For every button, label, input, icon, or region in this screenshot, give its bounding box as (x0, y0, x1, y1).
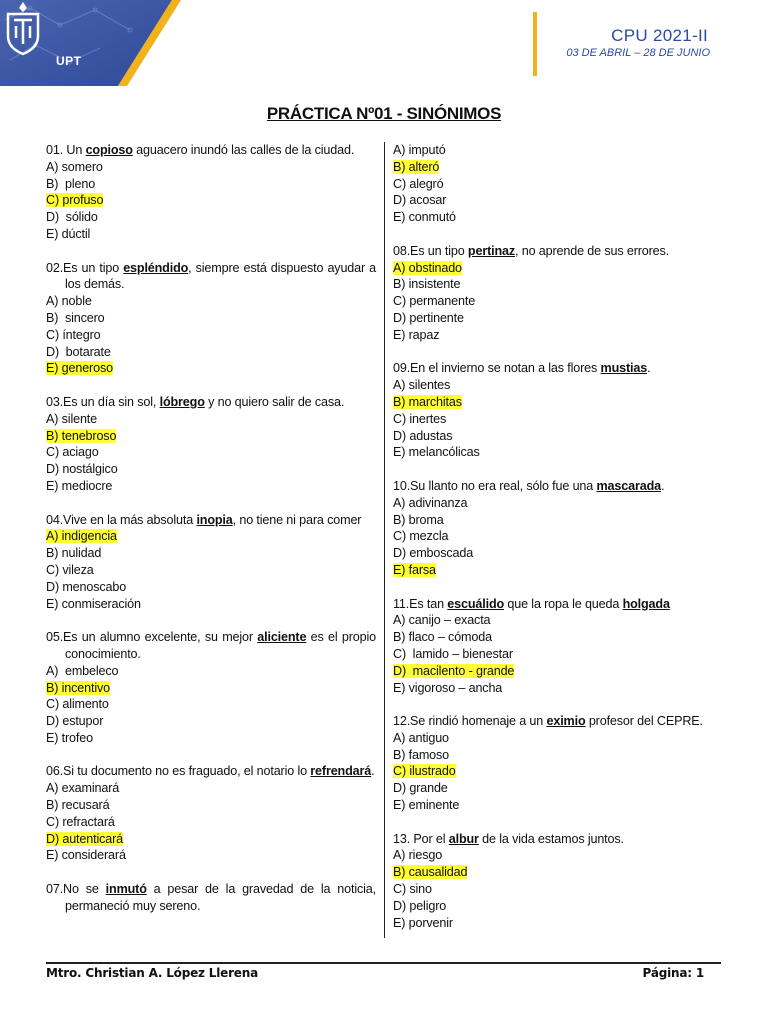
keyword: copioso (85, 143, 133, 157)
question-item (46, 881, 376, 915)
answer-option-correct (46, 680, 376, 697)
question-stem (393, 713, 723, 730)
keyword: escuálido (447, 596, 505, 611)
option-label: E) conmiseración (46, 596, 141, 611)
question-stem (46, 260, 376, 294)
keyword: aliciente (257, 630, 307, 645)
question-item (46, 763, 376, 864)
stem-text: . (647, 361, 651, 376)
stem-text: , no aprende de sus errores. (515, 243, 670, 258)
option-label: D) peligro (393, 898, 447, 913)
option-label: B) broma (393, 512, 444, 527)
stem-text: de la vida estamos juntos. (478, 831, 624, 846)
option-label: C) ilustrado (393, 764, 456, 779)
option-label: C) profuso (46, 193, 104, 208)
stem-text: 01. Un (46, 143, 86, 157)
keyword: mustias (600, 361, 648, 376)
option-label: D) nostálgico (46, 462, 118, 477)
answer-option (46, 696, 376, 713)
option-label: E) rapaz (393, 327, 440, 342)
stem-text: 12.Se rindió homenaje a un (393, 714, 547, 729)
stem-text: aguacero inundó las calles de la ciudad. (132, 143, 355, 157)
option-label: B) incentivo (46, 680, 110, 695)
answer-option (46, 444, 376, 461)
option-label: A) examinará (46, 781, 120, 796)
option-label: B) tenebroso (46, 428, 117, 443)
answer-option (46, 663, 376, 680)
answer-option (46, 478, 376, 495)
answer-option (393, 276, 723, 293)
answer-option-correct (393, 159, 723, 176)
footer-page-number: Página: 1 (642, 966, 704, 980)
keyword: albur (448, 831, 479, 846)
option-label: E) conmutó (393, 210, 456, 225)
answer-option (46, 176, 376, 193)
answer-option-correct (46, 528, 376, 545)
answer-option (393, 629, 723, 646)
option-label: C) vileza (46, 562, 94, 577)
page-title: PRÁCTICA Nº01 - SINÓNIMOS (266, 104, 502, 123)
question-item (393, 243, 723, 344)
stem-text: 13. Por el (393, 831, 449, 846)
answer-option (393, 747, 723, 764)
answer-option (393, 176, 723, 193)
question-stem (46, 512, 376, 529)
left-column (46, 142, 376, 931)
answer-option (46, 344, 376, 361)
answer-option (393, 512, 723, 529)
question-stem (46, 763, 376, 780)
stem-text: 07.No se (46, 882, 106, 897)
stem-text: 05.Es un alumno excelente, su mejor (46, 630, 258, 645)
answer-option (393, 377, 723, 394)
answer-option (393, 411, 723, 428)
option-label: C) mezcla (393, 529, 449, 544)
answer-option (46, 596, 376, 613)
option-label: B) alteró (393, 159, 440, 174)
keyword: mascarada (596, 478, 661, 493)
option-label: D) botarate (46, 344, 111, 359)
keyword: lóbrego (159, 394, 205, 409)
question-stem (46, 629, 376, 663)
answer-option (393, 797, 723, 814)
answer-option-correct (393, 394, 723, 411)
question-stem (393, 360, 723, 377)
option-label: E) vigoroso – ancha (393, 680, 503, 695)
stem-text: 09.En el invierno se notan a las flores (393, 361, 601, 376)
option-label: D) acosar (393, 193, 447, 208)
answer-option-correct (46, 831, 376, 848)
option-label: E) dúctil (46, 226, 91, 241)
answer-option (46, 310, 376, 327)
answer-option (46, 797, 376, 814)
answer-option-correct (46, 428, 376, 445)
stem-text: 10.Su llanto no era real, sólo fue una (393, 478, 597, 493)
question-stem (46, 881, 376, 915)
option-label: A) obstinado (393, 260, 462, 275)
option-label: A) embeleco (46, 663, 119, 678)
question-item (46, 142, 376, 243)
option-label: C) aciago (46, 445, 99, 460)
question-stem (393, 596, 723, 613)
answer-option (393, 428, 723, 445)
option-label: E) generoso (46, 361, 113, 376)
keyword: refrendará (310, 764, 372, 779)
keyword: eximio (546, 714, 586, 729)
stem-text: 06.Si tu documento no es fraguado, el notario lo (46, 764, 311, 779)
option-label: B) marchitas (393, 394, 462, 409)
answer-option-correct (46, 360, 376, 377)
option-label: D) estupor (46, 714, 104, 729)
right-column (393, 142, 723, 948)
question-stem (393, 243, 723, 260)
question-stem (46, 394, 376, 411)
answer-option-correct (46, 192, 376, 209)
option-label: E) eminente (393, 798, 460, 813)
answer-option (393, 730, 723, 747)
stem-text: , no tiene ni para comer (232, 512, 362, 527)
option-label: E) mediocre (46, 478, 113, 493)
option-label: C) sino (393, 882, 432, 897)
option-label: B) pleno (46, 176, 96, 191)
keyword: holgada (622, 596, 670, 611)
option-label: C) íntegro (46, 327, 101, 342)
question-stem (46, 142, 376, 159)
answer-option (393, 881, 723, 898)
answer-option (46, 814, 376, 831)
answer-option (393, 847, 723, 864)
stem-text: profesor del CEPRE. (585, 714, 703, 729)
course-dates: 03 DE ABRIL – 28 DE JUNIO (566, 47, 710, 59)
answer-option-correct (393, 260, 723, 277)
question-item (393, 478, 723, 579)
answer-option (46, 411, 376, 428)
option-label: B) recusará (46, 798, 110, 813)
answer-option (393, 545, 723, 562)
keyword: inmutó (105, 882, 147, 897)
option-label: D) macilento - grande (393, 663, 515, 678)
question-item (46, 629, 376, 747)
answer-option (393, 209, 723, 226)
option-label: D) emboscada (393, 546, 474, 561)
answer-option (46, 226, 376, 243)
answer-option-correct (393, 663, 723, 680)
stem-text: 04.Vive en la más absoluta (46, 512, 197, 527)
stem-text: . (371, 764, 375, 779)
answer-option (46, 780, 376, 797)
option-label: D) autenticará (46, 831, 123, 846)
option-label: A) adivinanza (393, 495, 468, 510)
answer-option (393, 495, 723, 512)
option-label: A) indigencia (46, 529, 117, 544)
question-item (393, 713, 723, 814)
answer-option (46, 545, 376, 562)
option-label: E) porvenir (393, 915, 453, 930)
option-label: A) noble (46, 294, 92, 309)
answer-option (46, 562, 376, 579)
answer-option (393, 310, 723, 327)
stem-text: que la ropa le queda (504, 596, 623, 611)
option-label: D) adustas (393, 428, 453, 443)
answer-option (393, 646, 723, 663)
question-item (46, 394, 376, 495)
question-item (46, 260, 376, 378)
answer-option (46, 847, 376, 864)
answer-option-correct (393, 864, 723, 881)
option-label: A) riesgo (393, 848, 443, 863)
option-label: B) flaco – cómoda (393, 630, 492, 645)
stem-text: 11.Es tan (393, 596, 448, 611)
answer-option (46, 730, 376, 747)
question-item (393, 596, 723, 697)
answer-option (46, 579, 376, 596)
answer-option (393, 898, 723, 915)
option-label: E) farsa (393, 562, 436, 577)
answer-option (46, 293, 376, 310)
option-label: E) trofeo (46, 730, 93, 745)
stem-text: 02.Es un tipo (46, 260, 124, 275)
option-label: C) inertes (393, 411, 447, 426)
option-label: E) considerará (46, 848, 126, 863)
option-label: B) famoso (393, 747, 450, 762)
option-label: B) nulidad (46, 546, 102, 561)
answer-option (393, 142, 723, 159)
answer-option (393, 327, 723, 344)
stem-text: a pesar de la gravedad de la noticia, permaneció muy sereno. (65, 882, 376, 913)
university-crest-icon (0, 0, 46, 62)
stem-text: , siempre está dispuesto ayudar a los demás. (65, 260, 377, 292)
answer-option (393, 680, 723, 697)
answer-option (46, 461, 376, 478)
answer-option (46, 713, 376, 730)
question-stem (393, 831, 723, 848)
option-label: D) sólido (46, 210, 98, 225)
answer-option (46, 209, 376, 226)
question-item (393, 831, 723, 932)
stem-text: 08.Es un tipo (393, 243, 468, 258)
option-label: B) insistente (393, 277, 461, 292)
accent-divider (533, 12, 537, 76)
option-label: A) antiguo (393, 730, 449, 745)
keyword: pertinaz (467, 243, 516, 258)
option-label: C) alimento (46, 697, 109, 712)
option-label: D) grande (393, 781, 448, 796)
header-banner (0, 0, 185, 86)
answer-option (393, 444, 723, 461)
question-item (393, 360, 723, 461)
stem-text: y no quiero salir de casa. (204, 394, 345, 409)
answer-option (393, 915, 723, 932)
answer-option (393, 528, 723, 545)
option-label: B) sincero (46, 310, 105, 325)
answer-option (46, 159, 376, 176)
option-label: A) silente (46, 411, 97, 426)
stem-text: . (660, 478, 665, 493)
keyword: inopia (196, 512, 233, 527)
option-label: A) somero (46, 159, 103, 174)
option-label: E) melancólicas (393, 445, 480, 460)
stem-text: es el propio conocimiento. (65, 630, 376, 661)
logo-text: UPT (56, 54, 82, 68)
option-label: D) menoscabo (46, 579, 127, 594)
question-item (393, 142, 723, 226)
option-label: C) lamido – bienestar (393, 646, 513, 661)
answer-option (393, 780, 723, 797)
stem-text: 03.Es un día sin sol, (46, 394, 160, 409)
answer-option-correct (393, 562, 723, 579)
option-label: C) refractará (46, 814, 115, 829)
option-label: A) canijo – exacta (393, 613, 491, 628)
column-divider (384, 142, 385, 938)
option-label: A) imputó (393, 143, 446, 157)
option-label: C) permanente (393, 294, 476, 309)
option-label: C) alegró (393, 176, 444, 191)
footer-author: Mtro. Christian A. López Llerena (46, 966, 258, 980)
answer-option (393, 612, 723, 629)
option-label: D) pertinente (393, 310, 464, 325)
answer-option (46, 327, 376, 344)
answer-option (393, 293, 723, 310)
option-label: B) causalidad (393, 865, 468, 880)
option-label: A) silentes (393, 378, 451, 393)
question-item (46, 512, 376, 613)
keyword: espléndido (123, 260, 189, 275)
course-title: CPU 2021-II (611, 26, 708, 45)
footer-rule (46, 962, 721, 964)
question-stem (393, 478, 723, 495)
answer-option-correct (393, 763, 723, 780)
answer-option (393, 192, 723, 209)
